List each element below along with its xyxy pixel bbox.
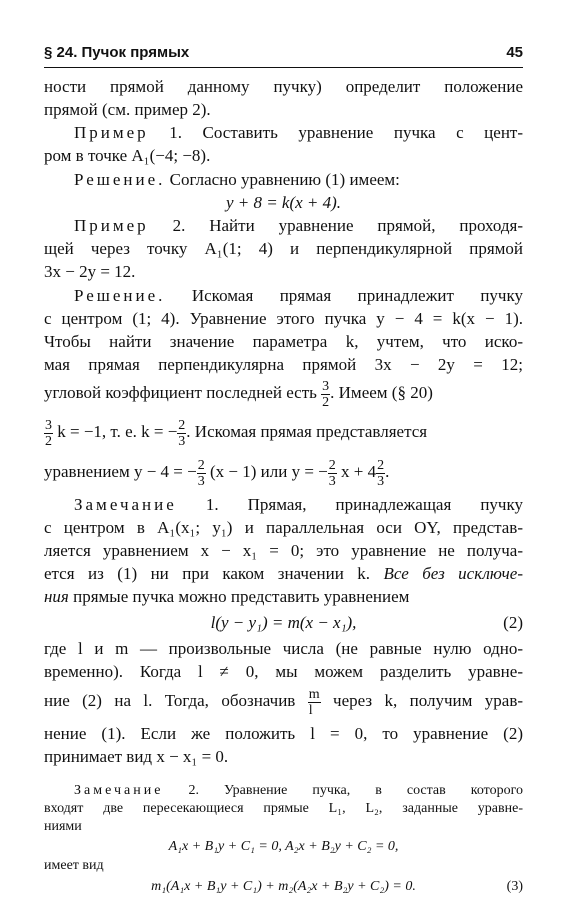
note-1-line <box>74 495 523 515</box>
equation: A₁x + B₁y + C₁ = 0, A₂x + B₂y + C₂ = 0, <box>168 839 399 854</box>
fraction <box>177 418 186 449</box>
text-line: ляется уравнением x − x₁ = 0; это уравнение не получа- <box>44 541 523 560</box>
fraction-numerator: 3 <box>322 378 330 394</box>
solution-2-line <box>74 286 523 306</box>
fraction-numerator: 2 <box>197 457 205 473</box>
text-line: мая прямая перпендикулярна прямой 3x − 2y = 12; <box>44 355 523 374</box>
note-2-line <box>74 782 523 799</box>
text-span: 1. Прямая, принадлежащая пучку <box>205 495 523 514</box>
text-line: с центром (1; 4). Уравнение этого пучка y − 4 = k(x − 1). <box>44 309 523 328</box>
text-span: 2. Уравнение пучка, в состав которого <box>188 783 524 798</box>
equation: y + 8 = k(x + 4). <box>225 193 342 212</box>
fraction-denominator: 3 <box>197 473 205 489</box>
fraction-numerator: 2 <box>377 457 385 473</box>
text-line: ниями <box>44 819 82 834</box>
text-line: прямой (см. пример 2). <box>44 100 211 119</box>
text-span: ется из (1) ни при каком значении k. <box>44 564 371 583</box>
text-line: имеет вид <box>44 858 104 873</box>
header-rule <box>44 67 523 68</box>
text-line: входят две пересекающиеся прямые L₁, L₂, заданные уравне- <box>44 801 523 816</box>
fraction <box>376 458 385 489</box>
text-line <box>44 683 523 719</box>
text-line: уравнением y − 4 = − $\frac{2}{3}$ (x − 1) или y = − $\frac{2}{3}$ x + 4 $\frac{2}{3}$ . <box>44 457 390 489</box>
equation: l(y − y₁) = m(x − x₁), <box>210 613 357 632</box>
text-line: ности прямой данному пучку) определит положение <box>44 77 523 96</box>
text-span: . Искомая прямая представляется <box>186 422 428 441</box>
text-span: прямые пучка можно представить уравнением <box>73 587 410 606</box>
note-label: Замечание <box>74 495 177 514</box>
fraction <box>328 458 337 489</box>
text-span: угловой коэффициент последней есть <box>44 383 317 402</box>
text-line: 3x − 2y = 12. <box>44 262 136 281</box>
fraction-denominator: 3 <box>328 473 336 489</box>
note-label: Замечание <box>74 783 164 798</box>
text-line <box>44 375 523 411</box>
emphasis: Все без исключе- <box>383 564 523 583</box>
emphasis: ния <box>44 587 69 606</box>
text-span: x + 4 <box>341 462 377 481</box>
text-span: уравнением y − 4 = − <box>44 462 197 481</box>
text-span: Искомая прямая принадлежит пучку <box>191 286 523 305</box>
text-span: (x − 1) или y = − <box>209 462 328 481</box>
fraction <box>197 458 206 489</box>
fraction <box>321 379 330 410</box>
fraction-numerator: m <box>308 686 320 702</box>
page-number: 45 <box>506 44 523 61</box>
text-line: щей через точку A₁(1; 4) и перпендикулярной прямой <box>44 239 523 258</box>
text-span: ние (2) на l. Тогда, обозначив <box>44 691 296 710</box>
example-label: Пример <box>74 216 149 235</box>
text-span: Согласно уравнению (1) имеем: <box>169 170 400 189</box>
fraction-numerator: 2 <box>328 457 336 473</box>
text-span: 2. Найти уравнение прямой, проходя- <box>172 216 524 235</box>
example-label: Пример <box>74 123 149 142</box>
text-line: с центром в A₁(x₁; y₁) и параллельная оси OY, представ- <box>44 518 523 537</box>
fraction-numerator: 2 <box>178 417 186 433</box>
text-line <box>44 564 523 584</box>
fraction <box>44 418 53 449</box>
equation: m₁(A₁x + B₁y + C₁) + m₂(A₂x + B₂y + C₂) = 0. <box>151 879 416 894</box>
fraction-denominator: l <box>308 702 313 718</box>
fraction <box>308 687 321 718</box>
text-span: через k, получим урав- <box>333 691 524 710</box>
text-line <box>44 414 523 450</box>
text-line: Чтобы найти значение параметра k, учтем, что иско- <box>44 332 523 351</box>
fraction-denominator: 2 <box>45 433 52 449</box>
text-span: 1. Составить уравнение пучка с цент- <box>169 123 524 142</box>
fraction-numerator: 3 <box>45 417 52 433</box>
solution-label: Решение. <box>74 170 166 189</box>
fraction-denominator: 2 <box>322 394 330 410</box>
running-header <box>44 44 523 64</box>
text-line: принимает вид x − x₁ = 0. <box>44 747 229 766</box>
fraction-denominator: 3 <box>377 473 385 489</box>
section-title: § 24. Пучок прямых <box>44 44 190 61</box>
text-span: k = −1, т. е. k = − <box>57 422 178 441</box>
fraction-denominator: 3 <box>178 433 186 449</box>
example-1-line <box>74 123 523 143</box>
solution-label: Решение. <box>74 286 166 305</box>
equation-number: (3) <box>506 879 523 894</box>
text-line: ром в точке A₁(−4; −8). <box>44 146 211 165</box>
solution-1-line <box>74 170 523 190</box>
text-line: нение (1). Если же положить l = 0, то уравнение (2) <box>44 724 523 743</box>
text-span: . Имеем (§ 20) <box>330 383 433 402</box>
example-2-line <box>74 216 523 236</box>
text-line <box>44 587 523 607</box>
equation-number: (2) <box>503 613 523 632</box>
text-line: где l и m — произвольные числа (не равные нулю одно- <box>44 639 523 658</box>
text-line: временно). Когда l ≠ 0, мы можем разделить уравне- <box>44 662 523 681</box>
